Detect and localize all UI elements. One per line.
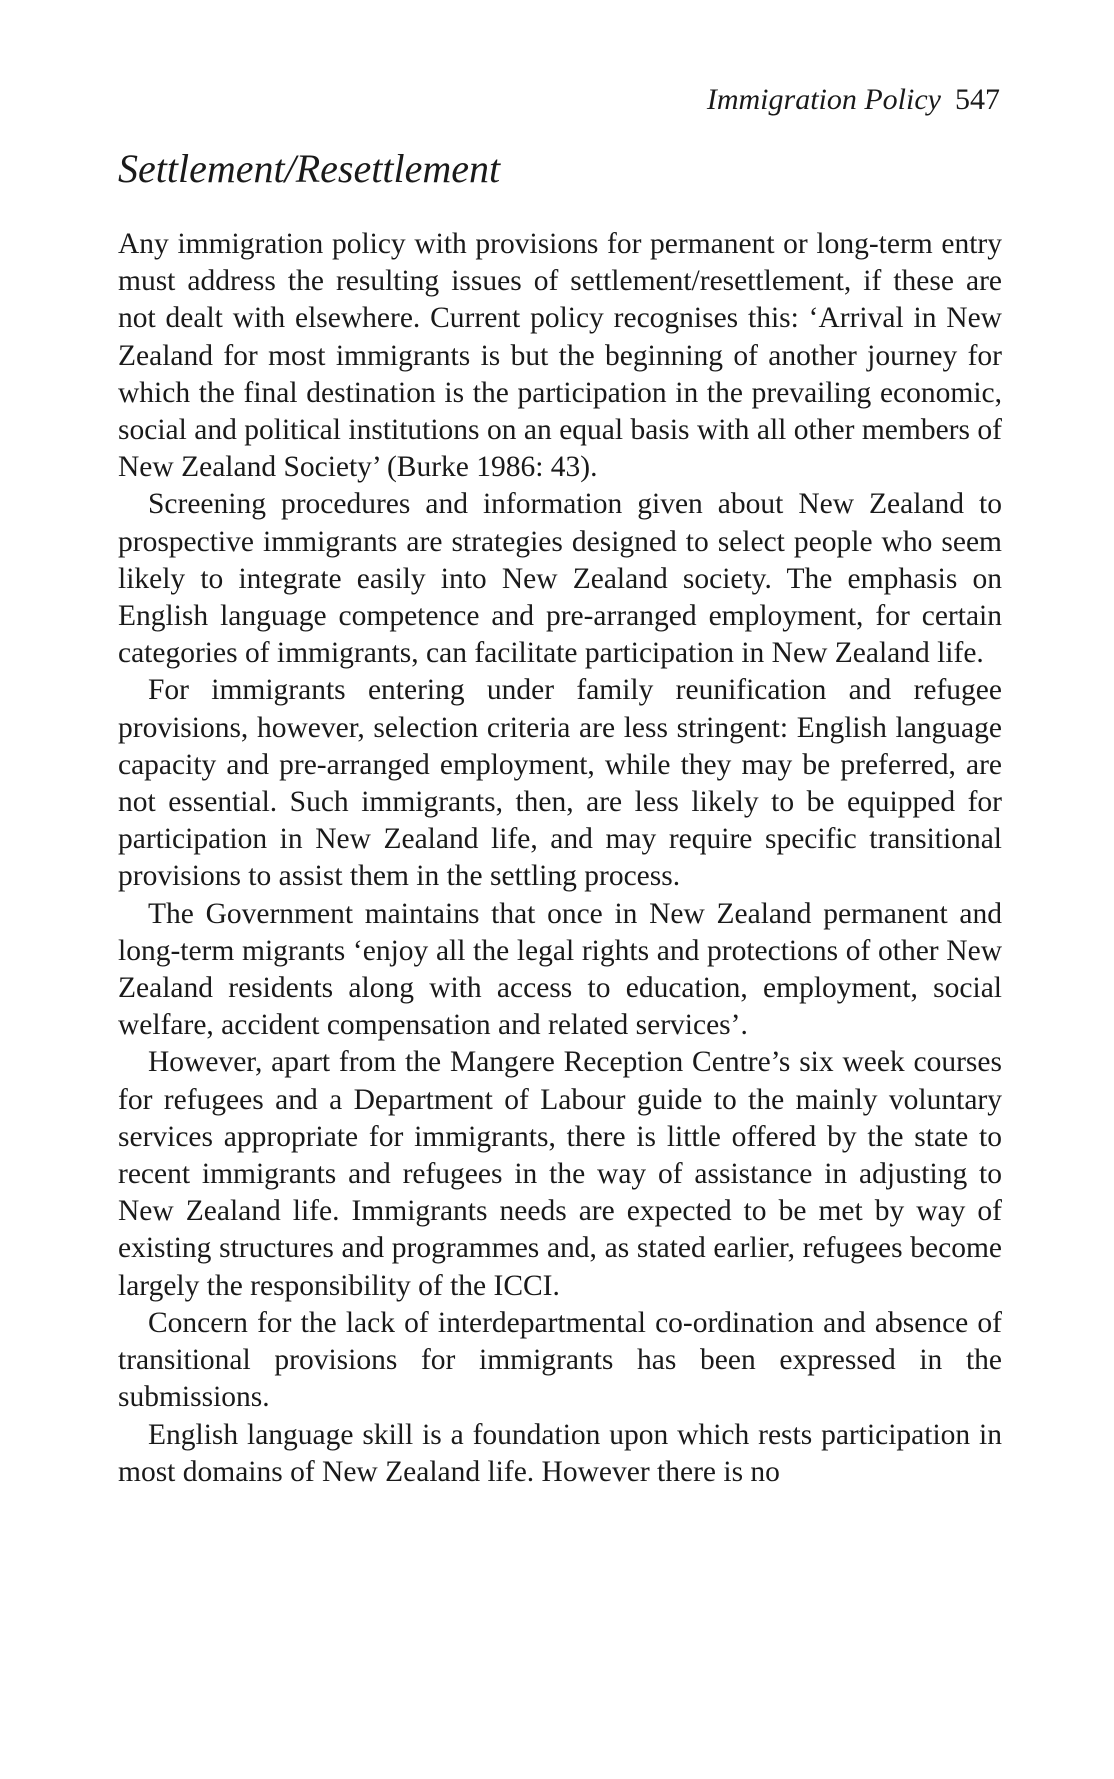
running-title: Immigration Policy xyxy=(706,83,941,116)
paragraph-2: Screening procedures and information given about New Zealand to prospective immigrants are strategies designed to select people who seem likely to integrate easily into New Zealand society. The emphasis on English language competence and pre-arranged employment, for certain categories of immigrants, can facilitate participation in New Zealand life. xyxy=(118,488,1002,670)
paragraph-7: English language skill is a foundation upon which rests participation in most domains of New Zealand life. However there is no xyxy=(118,1418,1002,1488)
running-header xyxy=(707,82,1000,118)
paragraph-5: However, apart from the Mangere Reception Centre’s six week courses for refugees and a Department of Labour guide to the mainly voluntary services appropriate for immigrants, there is little offered by the state to recent immigrants and refugees in the way of assistance in adjusting to New Zealand life. Immigrants needs are expected to be met by way of existing structures and programmes and, as stated earlier, refugees become largely the responsibility of the ICCI. xyxy=(118,1046,1002,1302)
paragraph-1: Any immigration policy with provisions for permanent or long-term entry must address the resulting issues of settlement/resettlement, if these are not dealt with elsewhere. Current policy recognises this: ‘Arrival in New Zealand for most immigrants is but the beginning of another journey for which the final destination is the participation in the prevailing economic, social and political institutions on an equal basis with all other members of New Zealand Society’ (Burke 1986: 43). xyxy=(118,228,1002,484)
paragraph-4: The Government maintains that once in New Zealand permanent and long-term migrants ‘enjoy all the legal rights and protections of other New Zealand residents along with access to education, employment, social welfare, accident compensation and related services’. xyxy=(118,897,1002,1042)
section-heading: Settlement/Resettlement xyxy=(118,146,501,191)
paragraph-3: For immigrants entering under family reunification and refugee provisions, however, selection criteria are less stringent: English language capacity and pre-arranged employment, while they may be preferred, are not essential. Such immigrants, then, are less likely to be equipped for participation in New Zealand life, and may require specific transitional provisions to assist them in the settling process. xyxy=(118,674,1002,893)
body-text xyxy=(118,226,1002,1491)
paragraph-6: Concern for the lack of interdepartmental co-ordination and absence of transitional provisions for immigrants has been expressed in the submissions. xyxy=(118,1306,1002,1414)
page-number: 547 xyxy=(955,83,1000,116)
